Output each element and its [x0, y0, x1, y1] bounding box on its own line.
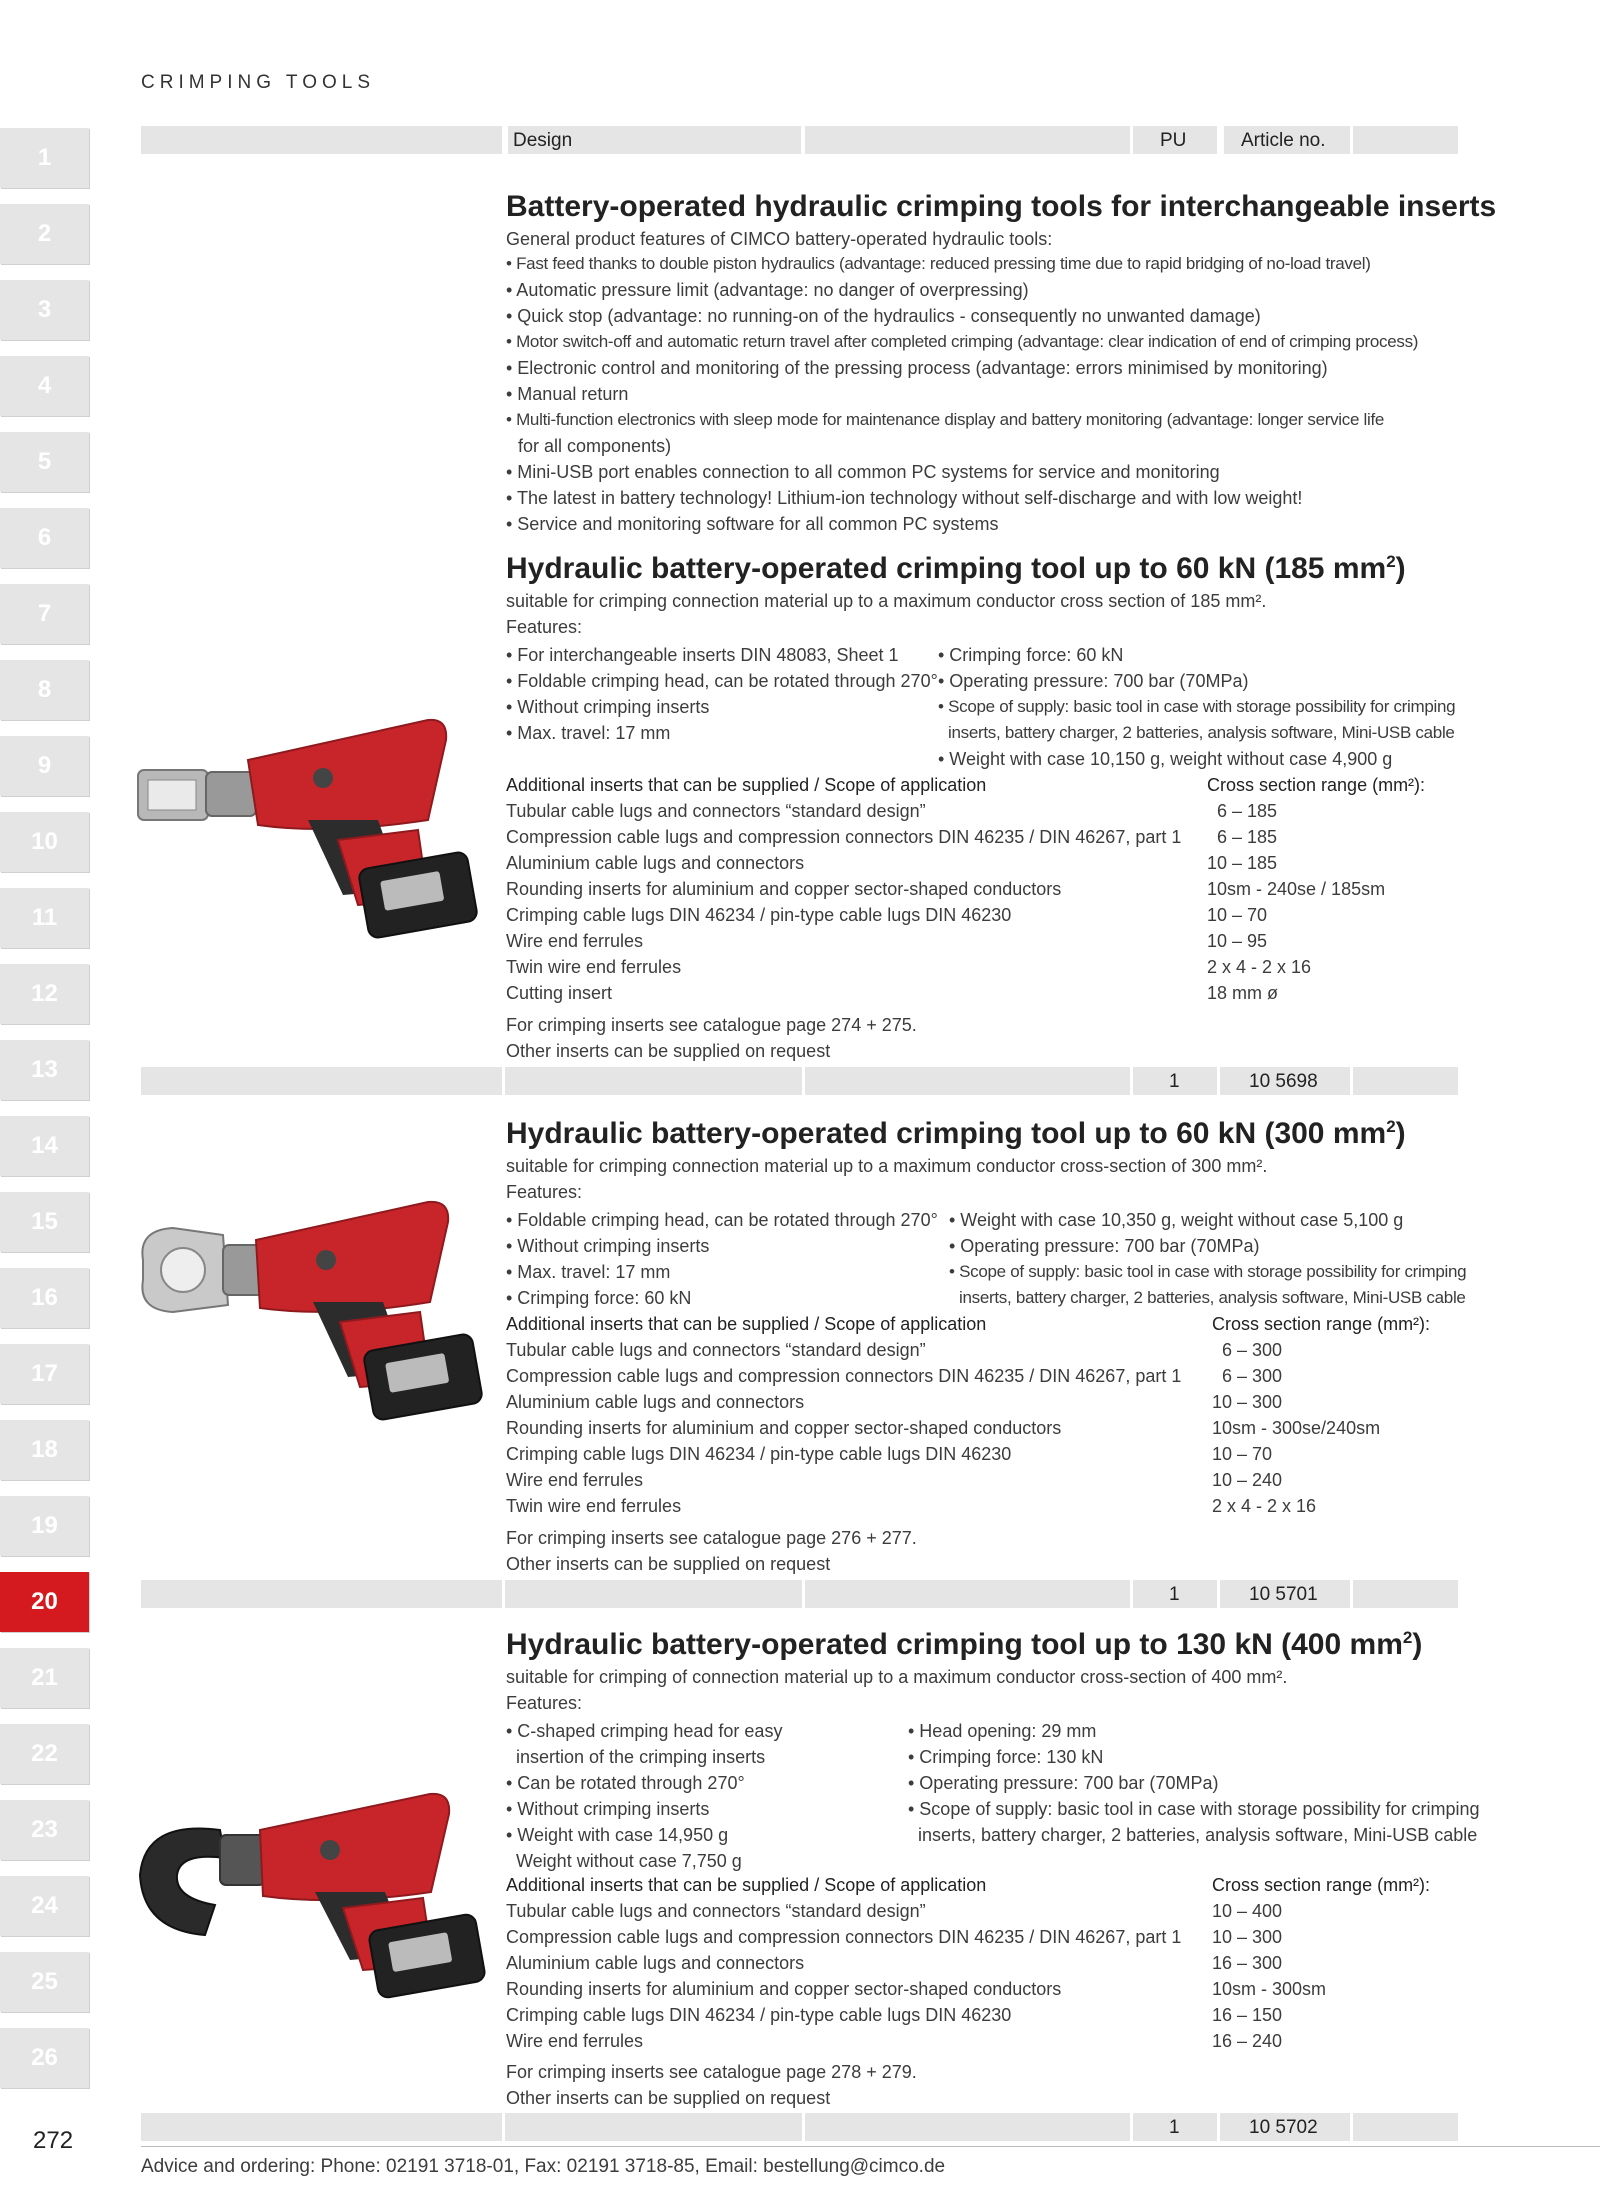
feature-item: • C-shaped crimping head for easy [506, 1721, 783, 1741]
feature-item: • Weight with case 10,350 g, weight without case 5,100 g [949, 1210, 1404, 1230]
insert-row-range: 2 x 4 - 2 x 16 [1212, 1496, 1317, 1516]
intro-line: • Quick stop (advantage: no running-on of the hydraulics - consequently no unwanted damage) [506, 306, 1261, 326]
intro-line: • Service and monitoring software for all common PC systems [506, 514, 999, 534]
intro-line: • Electronic control and monitoring of the pressing process (advantage: errors minimised by monitoring) [506, 358, 1328, 378]
feature-item: Weight without case 7,750 g [516, 1851, 742, 1871]
feature-item: • Max. travel: 17 mm [506, 723, 671, 743]
feature-item: • Scope of supply: basic tool in case with storage possibility for crimping [938, 697, 1456, 716]
chapter-tab-14[interactable]: 14 [0, 1116, 89, 1176]
chapter-tab-23[interactable]: 23 [0, 1800, 89, 1860]
intro-line: • Mini-USB port enables connection to all common PC systems for service and monitoring [506, 462, 1220, 482]
feature-item: • Operating pressure: 700 bar (70MPa) [908, 1773, 1219, 1793]
chapter-tab-7[interactable]: 7 [0, 584, 89, 644]
feature-item: • Scope of supply: basic tool in case with storage possibility for crimping [908, 1799, 1480, 1819]
feature-item: • Head opening: 29 mm [908, 1721, 1097, 1741]
pu-value: 1 [1169, 2117, 1180, 2138]
intro-line: • Automatic pressure limit (advantage: no danger of overpressing) [506, 280, 1029, 300]
crimping-tool-image [128, 1190, 488, 1450]
feature-item: • Crimping force: 60 kN [938, 645, 1124, 665]
crimping-tool-image [128, 700, 488, 960]
chapter-tab-5[interactable]: 5 [0, 432, 89, 492]
insert-row-label: Cutting insert [506, 983, 613, 1003]
insert-row-label: Compression cable lugs and compression connectors DIN 46235 / DIN 46267, part 1 [506, 827, 1182, 847]
insert-row-range: 6 – 185 [1217, 801, 1278, 821]
page-number: 272 [33, 2127, 74, 2154]
column-header-design: Design [513, 130, 573, 151]
feature-item: • Crimping force: 130 kN [908, 1747, 1104, 1767]
footer-divider [141, 2146, 1600, 2147]
article-number[interactable]: 10 5698 [1249, 1071, 1318, 1092]
crimping-tool-image [125, 1780, 495, 2010]
features-label: Features: [506, 1182, 583, 1202]
insert-row-range: 6 – 185 [1217, 827, 1278, 847]
chapter-tab-3[interactable]: 3 [0, 280, 89, 340]
catalogue-note: For crimping inserts see catalogue page 276 + 277. [506, 1528, 917, 1548]
insert-row-range: 6 – 300 [1222, 1340, 1283, 1360]
insert-row-range: 16 – 240 [1212, 2031, 1283, 2051]
insert-row-label: Rounding inserts for aluminium and copper sector-shaped conductors [506, 1979, 1062, 1999]
intro-line: • The latest in battery technology! Lithium-ion technology without self-discharge and with low weight! [506, 488, 1303, 508]
chapter-tab-12[interactable]: 12 [0, 964, 89, 1024]
article-number[interactable]: 10 5701 [1249, 1584, 1318, 1605]
catalogue-note: Other inserts can be supplied on request [506, 1554, 831, 1574]
chapter-tab-20-active[interactable]: 20 [0, 1572, 89, 1632]
insert-row-label: Rounding inserts for aluminium and copper sector-shaped conductors [506, 1418, 1062, 1438]
insert-row-label: Rounding inserts for aluminium and copper sector-shaped conductors [506, 879, 1062, 899]
insert-row-label: Wire end ferrules [506, 1470, 644, 1490]
insert-row-range: 10 – 70 [1207, 905, 1268, 925]
feature-item: • Operating pressure: 700 bar (70MPa) [949, 1236, 1260, 1256]
feature-item: • Can be rotated through 270° [506, 1773, 745, 1793]
feature-item: • Max. travel: 17 mm [506, 1262, 671, 1282]
insert-row-range: 10 – 185 [1207, 853, 1278, 873]
feature-item: inserts, battery charger, 2 batteries, analysis software, Mini-USB cable [959, 1288, 1466, 1307]
insert-row-label: Compression cable lugs and compression connectors DIN 46235 / DIN 46267, part 1 [506, 1927, 1182, 1947]
catalogue-note: For crimping inserts see catalogue page 274 + 275. [506, 1015, 917, 1035]
inserts-table-label: Additional inserts that can be supplied / Scope of application [506, 1875, 987, 1895]
feature-item: • Without crimping inserts [506, 1236, 710, 1256]
chapter-tab-21[interactable]: 21 [0, 1648, 89, 1708]
feature-item: insertion of the crimping inserts [516, 1747, 766, 1767]
insert-row-range: 10sm - 240se / 185sm [1207, 879, 1386, 899]
insert-row-label: Aluminium cable lugs and connectors [506, 1953, 805, 1973]
insert-row-label: Tubular cable lugs and connectors “standard design” [506, 801, 926, 821]
product-title: Hydraulic battery-operated crimping tool up to 60 kN (300 $mm^2$) [506, 1117, 1406, 1150]
insert-row-range: 10sm - 300se/240sm [1212, 1418, 1381, 1438]
features-label: Features: [506, 1693, 583, 1713]
insert-row-range: 2 x 4 - 2 x 16 [1207, 957, 1312, 977]
range-label: Cross section range (mm²): [1212, 1875, 1431, 1895]
chapter-tab-18[interactable]: 18 [0, 1420, 89, 1480]
article-number[interactable]: 10 5702 [1249, 2117, 1318, 2138]
intro-title: Battery-operated hydraulic crimping tools for interchangeable inserts [506, 190, 1497, 223]
feature-item: inserts, battery charger, 2 batteries, analysis software, Mini-USB cable [948, 723, 1455, 742]
features-label: Features: [506, 617, 583, 637]
inserts-table-label: Additional inserts that can be supplied / Scope of application [506, 1314, 987, 1334]
insert-row-range: 10 – 95 [1207, 931, 1268, 951]
insert-row-label: Twin wire end ferrules [506, 1496, 682, 1516]
feature-item: • Foldable crimping head, can be rotated through 270° [506, 671, 938, 691]
chapter-tab-9[interactable]: 9 [0, 736, 89, 796]
insert-row-range: 10sm - 300sm [1212, 1979, 1327, 1999]
insert-row-label: Wire end ferrules [506, 2031, 644, 2051]
insert-row-range: 10 – 240 [1212, 1470, 1283, 1490]
feature-item: • Crimping force: 60 kN [506, 1288, 692, 1308]
intro-line: for all components) [518, 436, 672, 456]
chapter-tab-19[interactable]: 19 [0, 1496, 89, 1556]
insert-row-range: 16 – 150 [1212, 2005, 1283, 2025]
feature-item: • Scope of supply: basic tool in case with storage possibility for crimping [949, 1262, 1467, 1281]
column-header-pu: PU [1160, 130, 1187, 151]
product-subtitle: suitable for crimping connection material up to a maximum conductor cross-section of 300 mm². [506, 1156, 1268, 1176]
chapter-tab-15[interactable]: 15 [0, 1192, 89, 1252]
insert-row-range: 16 – 300 [1212, 1953, 1283, 1973]
product-subtitle: suitable for crimping connection material up to a maximum conductor cross section of 185 mm². [506, 591, 1267, 611]
insert-row-label: Crimping cable lugs DIN 46234 / pin-type cable lugs DIN 46230 [506, 905, 1012, 925]
pu-value: 1 [1169, 1584, 1180, 1605]
feature-item: • For interchangeable inserts DIN 48083, Sheet 1 [506, 645, 899, 665]
column-header-article: Article no. [1241, 130, 1326, 151]
chapter-tab-24[interactable]: 24 [0, 1876, 89, 1936]
insert-row-range: 10 – 300 [1212, 1392, 1283, 1412]
intro-line: • Manual return [506, 384, 629, 404]
section-title: CRIMPING TOOLS [141, 72, 375, 93]
feature-item: • Weight with case 10,150 g, weight without case 4,900 g [938, 749, 1393, 769]
insert-row-range: 6 – 300 [1222, 1366, 1283, 1386]
pu-value: 1 [1169, 1071, 1180, 1092]
chapter-tab-10[interactable]: 10 [0, 812, 89, 872]
feature-item: • Operating pressure: 700 bar (70MPa) [938, 671, 1249, 691]
insert-row-label: Twin wire end ferrules [506, 957, 682, 977]
insert-row-range: 10 – 70 [1212, 1444, 1273, 1464]
insert-row-label: Compression cable lugs and compression connectors DIN 46235 / DIN 46267, part 1 [506, 1366, 1182, 1386]
feature-item: inserts, battery charger, 2 batteries, analysis software, Mini-USB cable [918, 1825, 1478, 1845]
chapter-tab-13[interactable]: 13 [0, 1040, 89, 1100]
chapter-tab-11[interactable]: 11 [0, 888, 89, 948]
insert-row-label: Aluminium cable lugs and connectors [506, 1392, 805, 1412]
insert-row-range: 10 – 300 [1212, 1927, 1283, 1947]
chapter-tab-8[interactable]: 8 [0, 660, 89, 720]
chapter-tab-22[interactable]: 22 [0, 1724, 89, 1784]
catalogue-note: For crimping inserts see catalogue page 278 + 279. [506, 2062, 917, 2082]
inserts-table-label: Additional inserts that can be supplied / Scope of application [506, 775, 987, 795]
chapter-tab-26[interactable]: 26 [0, 2028, 89, 2088]
chapter-tab-17[interactable]: 17 [0, 1344, 89, 1404]
footer-contact: Advice and ordering: Phone: 02191 3718-01, Fax: 02191 3718-85, Email: bestellung@cimco.de [141, 2156, 946, 2177]
chapter-tab-6[interactable]: 6 [0, 508, 89, 568]
feature-item: • Without crimping inserts [506, 697, 710, 717]
chapter-tab-1[interactable]: 1 [0, 128, 89, 188]
product-subtitle: suitable for crimping of connection material up to a maximum conductor cross-section of 400 mm². [506, 1667, 1288, 1687]
feature-item: • Weight with case 14,950 g [506, 1825, 729, 1845]
insert-row-range: 10 – 400 [1212, 1901, 1283, 1921]
insert-row-label: Tubular cable lugs and connectors “standard design” [506, 1901, 926, 1921]
chapter-tab-25[interactable]: 25 [0, 1952, 89, 2012]
insert-row-label: Tubular cable lugs and connectors “standard design” [506, 1340, 926, 1360]
range-label: Cross section range (mm²): [1207, 775, 1426, 795]
product-title: Hydraulic battery-operated crimping tool up to 60 kN (185 $mm^2$) [506, 552, 1406, 585]
catalogue-note: Other inserts can be supplied on request [506, 2088, 831, 2108]
insert-row-label: Crimping cable lugs DIN 46234 / pin-type cable lugs DIN 46230 [506, 2005, 1012, 2025]
intro-line: • Motor switch-off and automatic return travel after completed crimping (advantage: clear indication of end of crimping process) [506, 332, 1419, 351]
intro-line: • Multi-function electronics with sleep mode for maintenance display and battery monitoring (advantage: longer service life [506, 410, 1385, 429]
range-label: Cross section range (mm²): [1212, 1314, 1431, 1334]
feature-item: • Without crimping inserts [506, 1799, 710, 1819]
product-title: Hydraulic battery-operated crimping tool up to 130 kN (400 $mm^2$) [506, 1628, 1423, 1661]
feature-item: • Foldable crimping head, can be rotated through 270° [506, 1210, 938, 1230]
insert-row-label: Crimping cable lugs DIN 46234 / pin-type cable lugs DIN 46230 [506, 1444, 1012, 1464]
insert-row-label: Wire end ferrules [506, 931, 644, 951]
intro-line: • Fast feed thanks to double piston hydraulics (advantage: reduced pressing time due to rapid bridging of no-load travel) [506, 254, 1371, 273]
chapter-tab-4[interactable]: 4 [0, 356, 89, 416]
intro-line: General product features of CIMCO battery-operated hydraulic tools: [506, 229, 1053, 249]
insert-row-range: 18 mm ø [1207, 983, 1279, 1003]
chapter-tab-16[interactable]: 16 [0, 1268, 89, 1328]
chapter-tab-2[interactable]: 2 [0, 204, 89, 264]
insert-row-label: Aluminium cable lugs and connectors [506, 853, 805, 873]
catalogue-note: Other inserts can be supplied on request [506, 1041, 831, 1061]
